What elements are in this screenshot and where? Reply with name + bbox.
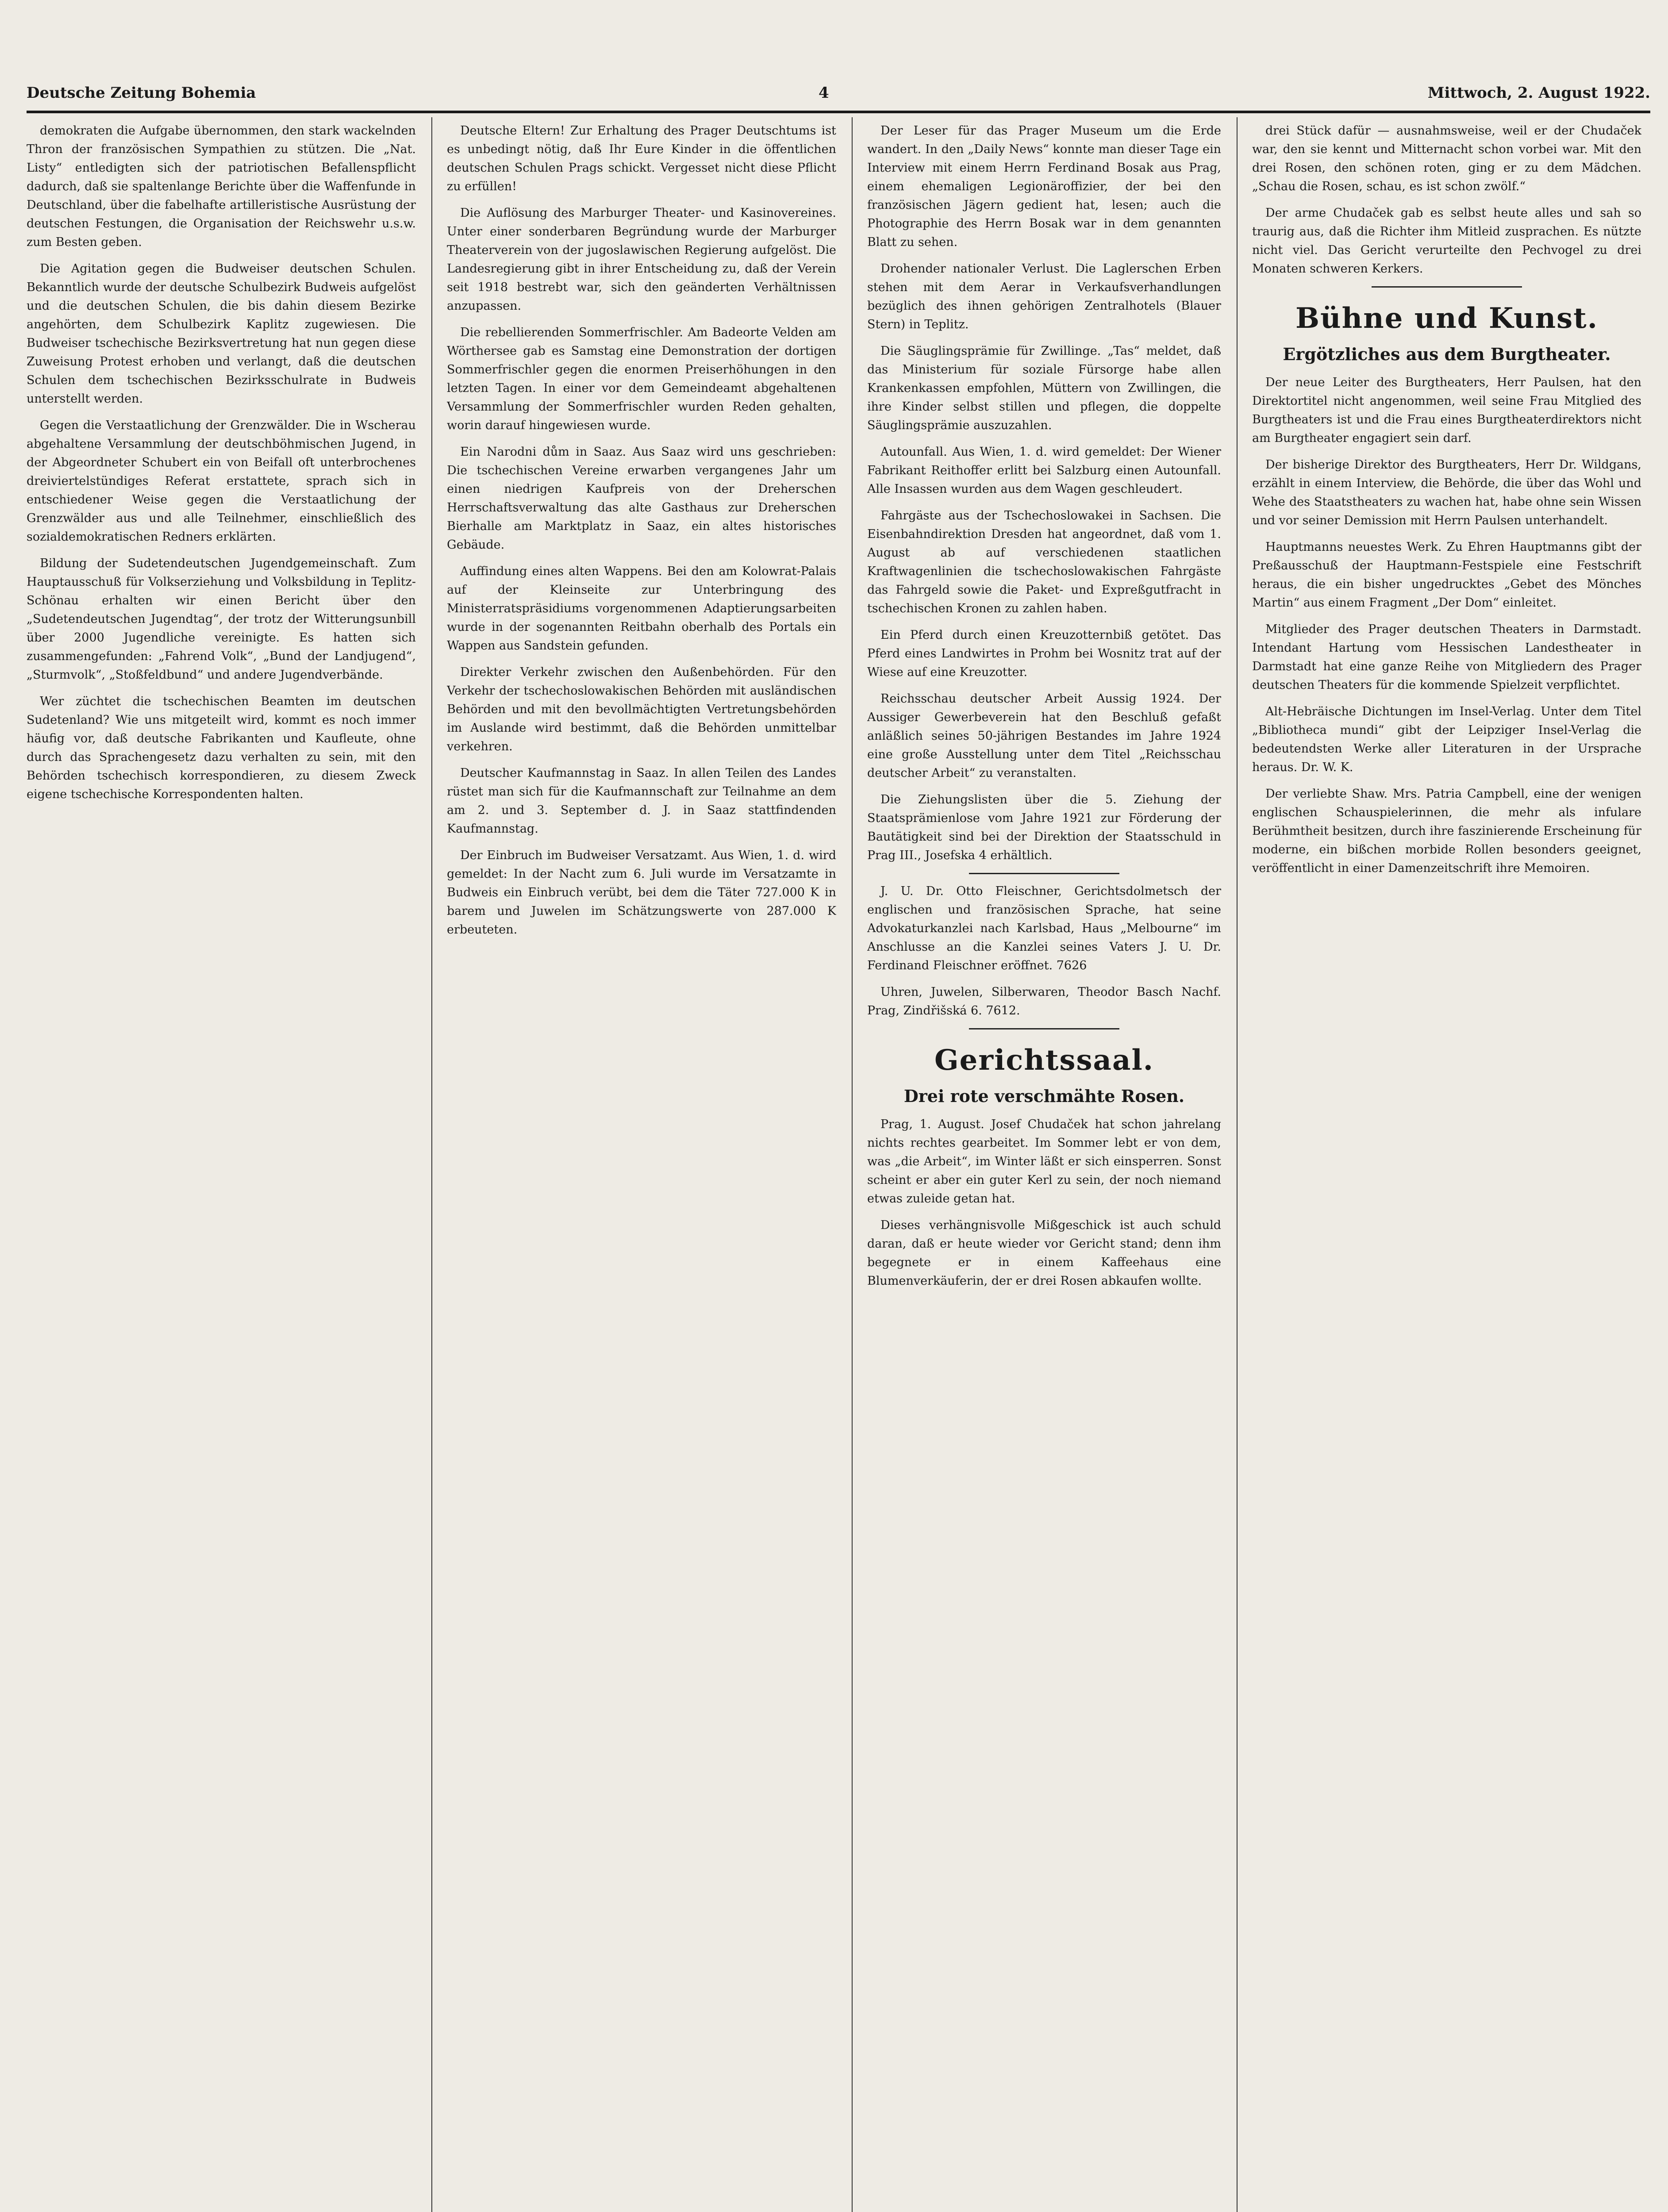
- section-heading-buehne: Bühne und Kunst.: [1295, 302, 1598, 335]
- article-paragraph: Wer züchtet die tschechischen Beamten im deutschen Sudetenland? Wie uns mitgeteilt wird, kommt es noch immer häufig vor, daß deutsche Fabrikanten und Kaufleute, ohne durch das Sprachengesetz dazu verhalten zu sein, mit den Behörden tschechisch korrespondieren, zu diesem Zweck eigene tschechische Korrespondenten halten.: [27, 695, 416, 801]
- article-paragraph: Die Auflösung des Marburger Theater- und Kasinovereines. Unter einer sonderbaren Begründung wurde der Marburger Theaterverein von der jugoslawischen Regierung aufgelöst. Die Landesregierung gibt in ihrer Entscheidung zu, daß der Verein seit 1918 bestrebt war, sich den geänderten Verhältnissen anzupassen.: [447, 206, 836, 313]
- article-paragraph: Die Säuglingsprämie für Zwillinge. „Tas“ meldet, daß das Ministerium für soziale Fürsorge habe allen Krankenkassen empfohlen, Müttern von Zwillingen, die ihre Kinder selbst stillen und pflegen, die doppelte Säuglingsprämie auszuzahlen.: [867, 344, 1221, 432]
- article-paragraph: Autounfall. Aus Wien, 1. d. wird gemeldet: Der Wiener Fabrikant Reithoffer erlitt bei Salzburg einen Autounfall. Alle Insassen wurden aus dem Wagen geschleudert.: [867, 445, 1221, 496]
- advertisement: J. U. Dr. Otto Fleischner, Gerichtsdolmetsch der englischen und französischen Sprache, hat seine Advokaturkanzlei nach Karlsbad, Haus „Melbourne“ im Anschlusse an die Kanzlei seines Vaters J. U. Dr. Ferdinand Fleischner eröffnet. 7626: [867, 884, 1221, 972]
- column-4: [1252, 122, 1641, 2212]
- article-paragraph: Gegen die Verstaatlichung der Grenzwälder. Die in Wscherau abgehaltene Versammlung der deutschböhmischen Jugend, in der Abgeordneter Schubert ein von Beifall oft unterbrochenes dreiviertelstündiges Referat erstattete, sprach sich in entschiedener Weise gegen die Verstaatlichung der Grenzwälder aus und alle Teilnehmer, einschließlich des sozialdemokratischen Redners erklärten.: [27, 419, 416, 544]
- article-paragraph: Der arme Chudaček gab es selbst heute alles und sah so traurig aus, daß die Richter ihm Mitleid zusprachen. Es nützte nicht viel. Das Gericht verurteilte den Pechvogel zu drei Monaten schweren Kerkers.: [1252, 206, 1641, 276]
- paper-name: Deutsche Zeitung Bohemia: [27, 84, 256, 102]
- article-paragraph: Hauptmanns neuestes Werk. Zu Ehren Hauptmanns gibt der Preßausschuß der Hauptmann-Festspiele eine Festschrift heraus, die ein bisher ungedrucktes „Gebet des Mönches Martin“ aus einem Fragment „Der Dom“ einleitet.: [1252, 540, 1641, 610]
- article-paragraph: drei Stück dafür — ausnahmsweise, weil er der Chudaček war, den sie kennt und Mitternacht schon vorbei war. Mit den drei Rosen, den schönen roten, ging er zu dem Mädchen. „Schau die Rosen, schau, es ist schon zwölf.“: [1252, 124, 1641, 193]
- article-paragraph: Die rebellierenden Sommerfrischler. Am Badeorte Velden am Wörthersee gab es Samstag eine Demonstration der dortigen Sommerfrischler gegen die enormen Preiserhöhungen in den letzten Tagen. In einer vor dem Gemeindeamt abgehaltenen Versammlung der Sommerfrischler wurden Reden gehalten, worin darauf hingewiesen wurde.: [447, 326, 836, 432]
- article-headline: Drei rote verschmähte Rosen.: [903, 1086, 1185, 1106]
- column-3: [867, 122, 1221, 2212]
- article-paragraph: Ein Pferd durch einen Kreuzotternbiß getötet. Das Pferd eines Landwirtes in Prohm bei Wosnitz trat auf der Wiese auf eine Kreuzotter.: [867, 628, 1221, 679]
- page-number: 4: [819, 84, 829, 102]
- column-2: [447, 122, 836, 2212]
- article-paragraph: Mitglieder des Prager deutschen Theaters in Darmstadt. Intendant Hartung vom Hessischen Landestheater in Darmstadt hat eine ganze Reihe von Mitgliedern des Prager deutschen Theaters für die kommende Spielzeit verpflichtet.: [1252, 622, 1641, 692]
- divider-rule: [1372, 286, 1522, 288]
- article-paragraph: Bildung der Sudetendeutschen Jugendgemeinschaft. Zum Hauptausschuß für Volkserziehung und Volksbildung in Teplitz-Schönau erhalten wir einen Bericht über den „Sudetendeutschen Jugendtag“, der trotz der Witterungsunbill über 2000 Jugendliche vereinigte. Es hatten sich zusammengefunden: „Fahrend Volk“, „Bund der Landjugend“, „Sturmvolk“, „Stoßfeldbund“ und andere Jugendverbände.: [27, 557, 416, 682]
- article-paragraph: Direkter Verkehr zwischen den Außenbehörden. Für den Verkehr der tschechoslowakischen Behörden mit ausländischen Behörden und mit den bevollmächtigten Vertretungsbehörden im Auslande wird bestimmt, daß die Behörden unmittelbar verkehren.: [447, 665, 836, 753]
- column-divider: [852, 117, 853, 2212]
- divider-rule: [969, 873, 1119, 874]
- article-paragraph: Ein Narodni dům in Saaz. Aus Saaz wird uns geschrieben: Die tschechischen Vereine erwarben vergangenes Jahr um einen niedrigen Kaufpreis von der Dreherschen Herrschaftsverwaltung das alte Gasthaus zur Dreherschen Bierhalle am Marktplatz in Saaz, ein altes historisches Gebäude.: [447, 445, 836, 552]
- article-paragraph: Fahrgäste aus der Tschechoslowakei in Sachsen. Die Eisenbahndirektion Dresden hat angeordnet, daß vom 1. August ab auf verschiedenen staatlichen Kraftwagenlinien die tschechoslowakischen Fahrgäste das Fahrgeld sowie die Paket- und Expreßgutfracht in tschechischen Kronen zu zahlen haben.: [867, 509, 1221, 615]
- article-paragraph: Deutsche Eltern! Zur Erhaltung des Prager Deutschtums ist es unbedingt nötig, daß Ihr Eure Kinder in die öffentlichen deutschen Schulen Prags schickt. Vergesset nicht diese Pflicht zu erfüllen!: [447, 124, 836, 193]
- article-paragraph: Der Leser für das Prager Museum um die Erde wandert. In den „Daily News“ konnte man dieser Tage ein Interview mit einem Herrn Ferdinand Bosak aus Prag, einem ehemaligen Legionäroffizier, der bei den französischen Jägern gedient hat, lesen; auch die Photographie des Herrn Bosak war in dem genannten Blatt zu sehen.: [867, 124, 1221, 249]
- masthead-rule: [27, 111, 1650, 113]
- advertisement: Uhren, Juwelen, Silberwaren, Theodor Basch Nachf. Prag, Zindřišská 6. 7612.: [867, 985, 1221, 1018]
- article-paragraph: Der bisherige Direktor des Burgtheaters, Herr Dr. Wildgans, erzählt in einem Interview, die Behörde, die über das Wohl und Wehe des Staatstheaters zu wachen hat, habe ohne sein Wissen und vor seiner Demission mit Herrn Paulsen unterhandelt.: [1252, 458, 1641, 527]
- article-paragraph: Der verliebte Shaw. Mrs. Patria Campbell, eine der wenigen englischen Schauspielerinnen, die mehr als infulare Berühmtheit besitzen, durch ihre faszinierende Erscheinung für moderne, ein bißchen morbide Rollen besonders geeignet, veröffentlicht in einer Damenzeitschrift ihre Memoiren.: [1252, 787, 1641, 875]
- article-paragraph: Drohender nationaler Verlust. Die Laglerschen Erben stehen mit dem Aerar in Verkaufsverhandlungen bezüglich des ihnen gehörigen Zentralhotels (Blauer Stern) in Teplitz.: [867, 262, 1221, 331]
- divider-rule: [969, 1028, 1119, 1029]
- article-paragraph: Die Ziehungslisten über die 5. Ziehung der Staatsprämienlose vom Jahre 1921 zur Förderung der Bautätigkeit sind bei der Direktion der Staatsschuld in Prag III., Josefska 4 erhältlich.: [867, 793, 1221, 862]
- article-paragraph: Der neue Leiter des Burgtheaters, Herr Paulsen, hat den Direktortitel nicht angenommen, weil seine Frau Mitglied des Burgtheaters ist und die Frau eines Burgtheaterdirektors nicht am Burgtheater engagiert sein darf.: [1252, 376, 1641, 445]
- article-headline: Ergötzliches aus dem Burgtheater.: [1283, 344, 1611, 364]
- article-paragraph: Deutscher Kaufmannstag in Saaz. In allen Teilen des Landes rüstet man sich für die Kaufmannschaft zur Teilnahme an dem am 2. und 3. September d. J. in Saaz stattfindenden Kaufmannstag.: [447, 766, 836, 836]
- article-paragraph: Der Einbruch im Budweiser Versatzamt. Aus Wien, 1. d. wird gemeldet: In der Nacht zum 6. Juli wurde im Versatzamte in Budweis ein Einbruch verübt, bei dem die Täter 727.000 K in barem und Juwelen im Schätzungswerte von 287.000 K erbeuteten.: [447, 849, 836, 937]
- issue-date: Mittwoch, 2. August 1922.: [1427, 84, 1650, 102]
- article-paragraph: Prag, 1. August. Josef Chudaček hat schon jahrelang nichts rechtes gearbeitet. Im Sommer lebt er von dem, was „die Arbeit“, im Winter läßt er sich einsperren. Sonst scheint er aber ein guter Kerl zu sein, der noch niemand etwas zuleide getan hat.: [867, 1118, 1221, 1206]
- column-divider: [431, 117, 432, 2212]
- column-1: [27, 122, 416, 2212]
- masthead: [27, 84, 1650, 106]
- article-paragraph: Alt-Hebräische Dichtungen im Insel-Verlag. Unter dem Titel „Bibliotheca mundi“ gibt der Leipziger Insel-Verlag die bedeutendsten Werke aller Literaturen in der Ursprache heraus. Dr. W. K.: [1252, 705, 1641, 774]
- article-paragraph: Reichsschau deutscher Arbeit Aussig 1924. Der Aussiger Gewerbeverein hat den Beschluß gefaßt anläßlich seines 50-jährigen Bestandes im Jahre 1924 eine große Ausstellung unter dem Titel „Reichsschau deutscher Arbeit“ zu veranstalten.: [867, 692, 1221, 780]
- article-paragraph: Auffindung eines alten Wappens. Bei den am Kolowrat-Palais auf der Kleinseite zur Unterbringung des Ministerratspräsidiums vorgenommenen Adaptierungsarbeiten wurde in der sogenannten Reitbahn oberhalb des Portals ein Wappen aus Sandstein gefunden.: [447, 565, 836, 653]
- article-paragraph: Die Agitation gegen die Budweiser deutschen Schulen. Bekanntlich wurde der deutsche Schulbezirk Budweis aufgelöst und die deutschen Schulen, die bis dahin diesem Bezirke angehörten, dem Schulbezirk Kaplitz zugewiesen. Die Budweiser tschechische Bezirksvertretung hat nun gegen diese Zuweisung Protest erhoben und verlangt, daß die deutschen Schulen dem tschechischen Bezirksschulrate in Budweis unterstellt werden.: [27, 262, 416, 406]
- article-paragraph: demokraten die Aufgabe übernommen, den stark wackelnden Thron der französischen Sympathien zu stützen. Die „Nat. Listy“ entledigten sich der patriotischen Befallenspflicht dadurch, daß sie spaltenlange Berichte über die Waffenfunde in Deutschland, über die fabelhafte artilleristische Ausrüstung der deutschen Festungen, die Organisation der Reichswehr u.s.w. zum Besten geben.: [27, 124, 416, 249]
- section-heading-gerichtssaal: Gerichtssaal.: [934, 1044, 1154, 1077]
- column-divider: [1237, 117, 1238, 2212]
- article-paragraph: Dieses verhängnisvolle Mißgeschick ist auch schuld daran, daß er heute wieder vor Gericht stand; denn ihm begegnete er in einem Kaffeehaus eine Blumenverkäuferin, der er drei Rosen abkaufen wollte.: [867, 1218, 1221, 1288]
